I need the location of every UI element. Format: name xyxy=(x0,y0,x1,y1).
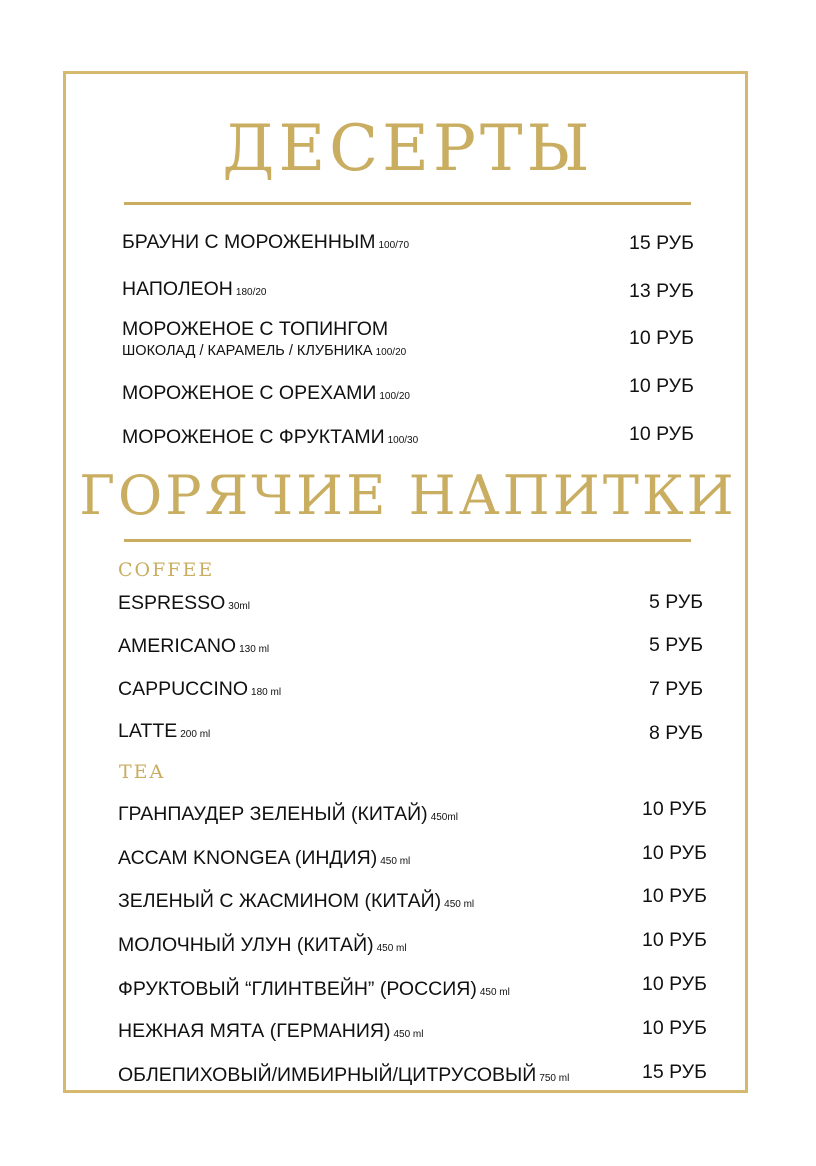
item-price: 10 РУБ xyxy=(642,929,707,951)
item-name: CAPPUCCINO xyxy=(118,678,249,700)
item-price: 10 РУБ xyxy=(642,1017,707,1039)
desserts-title: ДЕСЕРТЫ xyxy=(222,112,594,186)
desserts-divider xyxy=(124,202,691,205)
item-price: 15 РУБ xyxy=(642,1061,707,1083)
item-price: 8 РУБ xyxy=(649,722,704,744)
hot-drinks-title: ГОРЯЧИЕ НАПИТКИ xyxy=(79,464,737,527)
item-name: АССАМ KNONGEA (ИНДИЯ) xyxy=(118,847,378,869)
item-price: 10 РУБ xyxy=(642,973,707,995)
menu-item xyxy=(118,1022,423,1042)
item-size: 30ml xyxy=(228,601,250,612)
item-name: LATTE xyxy=(118,720,178,742)
item-subline: ШОКОЛАД / КАРАМЕЛЬ / КЛУБНИКА xyxy=(122,342,373,359)
item-name: МОЛОЧНЫЙ УЛУН (КИТАЙ) xyxy=(118,934,374,956)
item-name: МОРОЖЕНОЕ С ФРУКТАМИ xyxy=(122,426,385,448)
item-price: 10 РУБ xyxy=(629,423,694,445)
item-price: 10 РУБ xyxy=(629,327,694,349)
item-name: МОРОЖЕНОЕ С ОРЕХАМИ xyxy=(122,382,377,404)
item-price: 10 РУБ xyxy=(629,375,694,397)
menu-item xyxy=(118,680,281,700)
menu-item xyxy=(118,637,269,657)
item-size: 180 ml xyxy=(251,687,282,698)
item-name: ESPRESSO xyxy=(118,592,226,614)
item-size: 130 ml xyxy=(239,644,270,655)
item-size: 200 ml xyxy=(180,729,211,740)
item-size: 450 ml xyxy=(380,856,411,867)
item-price: 7 РУБ xyxy=(649,678,704,700)
item-size: 450 ml xyxy=(444,899,475,910)
menu-item xyxy=(118,594,250,614)
item-price: 10 РУБ xyxy=(642,842,707,864)
item-name: ФРУКТОВЫЙ “ГЛИНТВЕЙН” (РОССИЯ) xyxy=(118,978,477,1000)
item-price: 15 РУБ xyxy=(629,232,694,254)
item-price: 5 РУБ xyxy=(649,634,704,656)
item-name: ГРАНПАУДЕР ЗЕЛЕНЫЙ (КИТАЙ) xyxy=(118,803,428,825)
item-size: 450ml xyxy=(430,812,458,823)
menu-item xyxy=(118,805,458,825)
menu-item xyxy=(122,428,418,448)
item-name: ОБЛЕПИХОВЫЙ/ИМБИРНЫЙ/ЦИТРУСОВЫЙ xyxy=(118,1064,537,1086)
menu-item xyxy=(118,936,407,956)
menu-item xyxy=(122,233,409,253)
item-name: ЗЕЛЕНЫЙ С ЖАСМИНОМ (КИТАЙ) xyxy=(118,890,442,912)
item-size: 100/20 xyxy=(375,346,407,358)
menu-item xyxy=(122,320,406,358)
menu-item xyxy=(122,384,410,404)
item-name: AMERICANO xyxy=(118,635,237,657)
item-price: 10 РУБ xyxy=(642,798,707,820)
item-price: 10 РУБ xyxy=(642,885,707,907)
item-size: 450 ml xyxy=(393,1029,424,1040)
item-size: 450 ml xyxy=(479,987,510,998)
item-size: 750 ml xyxy=(539,1073,570,1084)
item-name: НЕЖНАЯ МЯТА (ГЕРМАНИЯ) xyxy=(118,1020,391,1042)
tea-subtitle: TEA xyxy=(119,761,166,783)
item-name: НАПОЛЕОН xyxy=(122,278,233,300)
menu-item xyxy=(118,722,210,742)
item-name: БРАУНИ С МОРОЖЕННЫМ xyxy=(122,231,376,253)
item-size: 450 ml xyxy=(376,943,407,954)
item-size: 100/30 xyxy=(387,435,419,446)
menu-item xyxy=(122,280,266,300)
menu-item xyxy=(118,892,474,912)
coffee-subtitle: COFFEE xyxy=(118,559,215,581)
item-price: 13 РУБ xyxy=(629,280,694,302)
item-name: МОРОЖЕНОЕ С ТОПИНГОМ xyxy=(122,318,389,340)
menu-item xyxy=(118,980,510,1000)
item-size: 100/20 xyxy=(379,391,410,402)
item-size: 100/70 xyxy=(378,240,410,251)
item-price: 5 РУБ xyxy=(649,591,704,613)
hot-drinks-divider xyxy=(124,539,691,542)
item-size: 180/20 xyxy=(235,287,267,298)
menu-item xyxy=(118,1066,569,1086)
menu-item xyxy=(118,849,410,869)
